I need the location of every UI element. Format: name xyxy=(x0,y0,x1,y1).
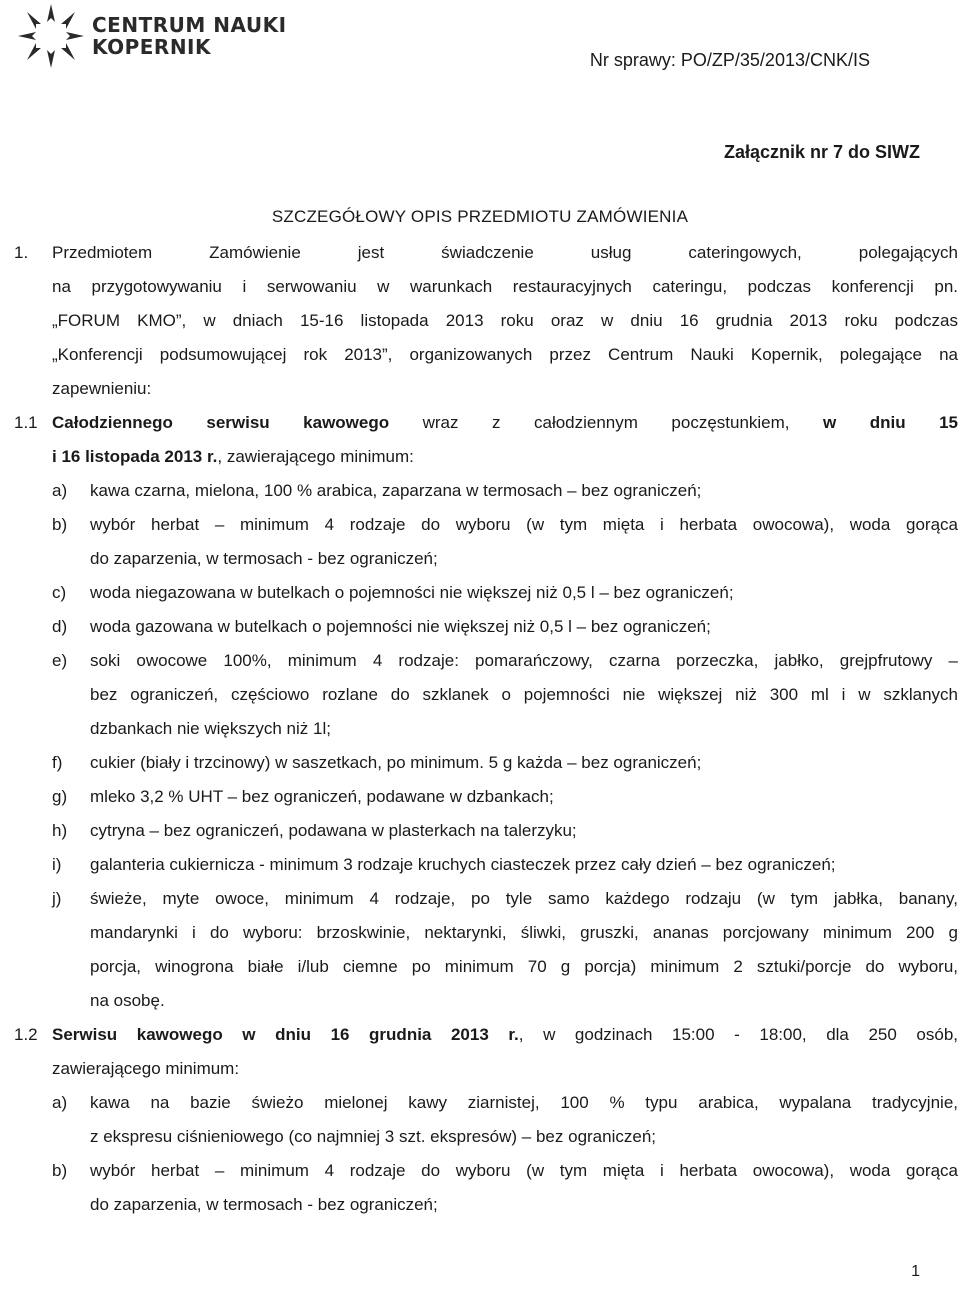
list-item-text: bez ograniczeń, częściowo rozlane do szklanek o pojemności nie większej niż 300 ml i w szklanych xyxy=(90,685,958,704)
list-item-label: a) xyxy=(52,481,68,500)
subsection-heading-text: wraz z całodziennym poczęstunkiem, xyxy=(389,413,824,432)
list-item-label: a) xyxy=(52,1093,68,1112)
subsection-heading-text: , zawierającego minimum: xyxy=(217,447,414,466)
page-number: 1 xyxy=(911,1263,920,1280)
list-item-label: g) xyxy=(52,787,68,806)
list-item-label: h) xyxy=(52,821,68,840)
subsection-heading-line xyxy=(52,406,958,440)
list-item-label: e) xyxy=(52,651,68,670)
list-item-label: f) xyxy=(52,753,63,772)
section-text-line: na przygotowywaniu i serwowaniu w warunkach restauracyjnych cateringu, podczas konferencji pn. xyxy=(52,277,958,296)
list-item-text: cytryna – bez ograniczeń, podawana w plasterkach na talerzyku; xyxy=(90,821,577,840)
list-item-text: woda gazowana w butelkach o pojemności nie większej niż 0,5 l – bez ograniczeń; xyxy=(90,617,711,636)
subsection-heading-line xyxy=(52,1018,958,1052)
list-item-text: z ekspresu ciśnieniowego (co najmniej 3 szt. ekspresów) – bez ograniczeń; xyxy=(90,1127,656,1146)
list-item-text: mleko 3,2 % UHT – bez ograniczeń, podawane w dzbankach; xyxy=(90,787,554,806)
subsection-number: 1.1 xyxy=(14,413,38,432)
list-item-text: na osobę. xyxy=(90,991,165,1010)
list-item-text: świeże, myte owoce, minimum 4 rodzaje, po tyle samo każdego rodzaju (w tym jabłka, banany, xyxy=(90,889,958,908)
subsection-number: 1.2 xyxy=(14,1025,38,1044)
document-title: SZCZEGÓŁOWY OPIS PRZEDMIOTU ZAMÓWIENIA xyxy=(271,207,689,226)
list-item-label: i) xyxy=(52,855,62,874)
section-text-line: „FORUM KMO”, w dniach 15-16 listopada 2013 roku oraz w dniu 16 grudnia 2013 roku podczas xyxy=(52,311,958,330)
section-number: 1. xyxy=(14,243,29,262)
list-item-text: wybór herbat – minimum 4 rodzaje do wyboru (w tym mięta i herbata owocowa), woda gorąca xyxy=(90,1161,958,1180)
list-item-text: do zaparzenia, w termosach - bez ograniczeń; xyxy=(90,549,438,568)
list-item-label: b) xyxy=(52,1161,68,1180)
list-item-text: do zaparzenia, w termosach - bez ograniczeń; xyxy=(90,1195,438,1214)
logo xyxy=(14,2,287,70)
list-item-label: c) xyxy=(52,583,67,602)
section-text-line: „Konferencji podsumowującej rok 2013”, organizowanych przez Centrum Nauki Kopernik, polegające na xyxy=(52,345,958,364)
list-item-text: galanteria cukiernicza - minimum 3 rodzaje kruchych ciasteczek przez cały dzień – bez ograniczeń; xyxy=(90,855,836,874)
copernicus-logo-icon xyxy=(14,2,88,70)
section-text-line: zapewnieniu: xyxy=(52,379,152,398)
subsection-heading-date: w dniu 15 xyxy=(823,413,958,432)
list-item-label: d) xyxy=(52,617,68,636)
list-item-text: kawa czarna, mielona, 100 % arabica, zaparzana w termosach – bez ograniczeń; xyxy=(90,481,702,500)
list-item-text: kawa na bazie świeżo mielonej kawy ziarnistej, 100 % typu arabica, wypalana tradycyjnie, xyxy=(90,1093,958,1112)
subsection-heading-line xyxy=(52,440,958,474)
list-item-label: b) xyxy=(52,515,68,534)
subsection-heading-bold: Serwisu kawowego w dniu 16 grudnia 2013 r. xyxy=(52,1025,519,1044)
logo-line-1: CENTRUM NAUKI xyxy=(92,13,287,37)
list-item-text: cukier (biały i trzcinowy) w saszetkach, po minimum. 5 g każda – bez ograniczeń; xyxy=(90,753,702,772)
subsection-heading-text: , w godzinach 15:00 - 18:00, dla 250 osób, xyxy=(518,1025,958,1044)
list-item-text: dzbankach nie większych niż 1l; xyxy=(90,719,331,738)
list-item-text: soki owocowe 100%, minimum 4 rodzaje: pomarańczowy, czarna porzeczka, jabłko, grejpfrutowy – xyxy=(90,651,958,670)
list-item-text: wybór herbat – minimum 4 rodzaje do wyboru (w tym mięta i herbata owocowa), woda gorąca xyxy=(90,515,958,534)
list-item-text: woda niegazowana w butelkach o pojemności nie większej niż 0,5 l – bez ograniczeń; xyxy=(90,583,734,602)
section-text-line: Przedmiotem Zamówienie jest świadczenie usług cateringowych, polegających xyxy=(52,243,958,262)
list-item-text: mandarynki i do wyboru: brzoskwinie, nektarynki, śliwki, gruszki, ananas porcjowany minimum 200 g xyxy=(90,923,958,942)
subsection-heading-line: zawierającego minimum: xyxy=(52,1059,240,1078)
list-item-label: j) xyxy=(52,889,62,908)
subsection-heading-date: i 16 listopada 2013 r. xyxy=(52,447,218,466)
annex-label: Załącznik nr 7 do SIWZ xyxy=(723,142,920,162)
logo-line-2: KOPERNIK xyxy=(92,35,211,59)
list-item-text: porcja, winogrona białe i/lub ciemne po minimum 70 g porcja) minimum 2 sztuki/porcje do wyboru, xyxy=(90,957,958,976)
subsection-heading-bold: Całodziennego serwisu kawowego xyxy=(52,413,390,432)
case-number: Nr sprawy: PO/ZP/35/2013/CNK/IS xyxy=(589,50,870,70)
